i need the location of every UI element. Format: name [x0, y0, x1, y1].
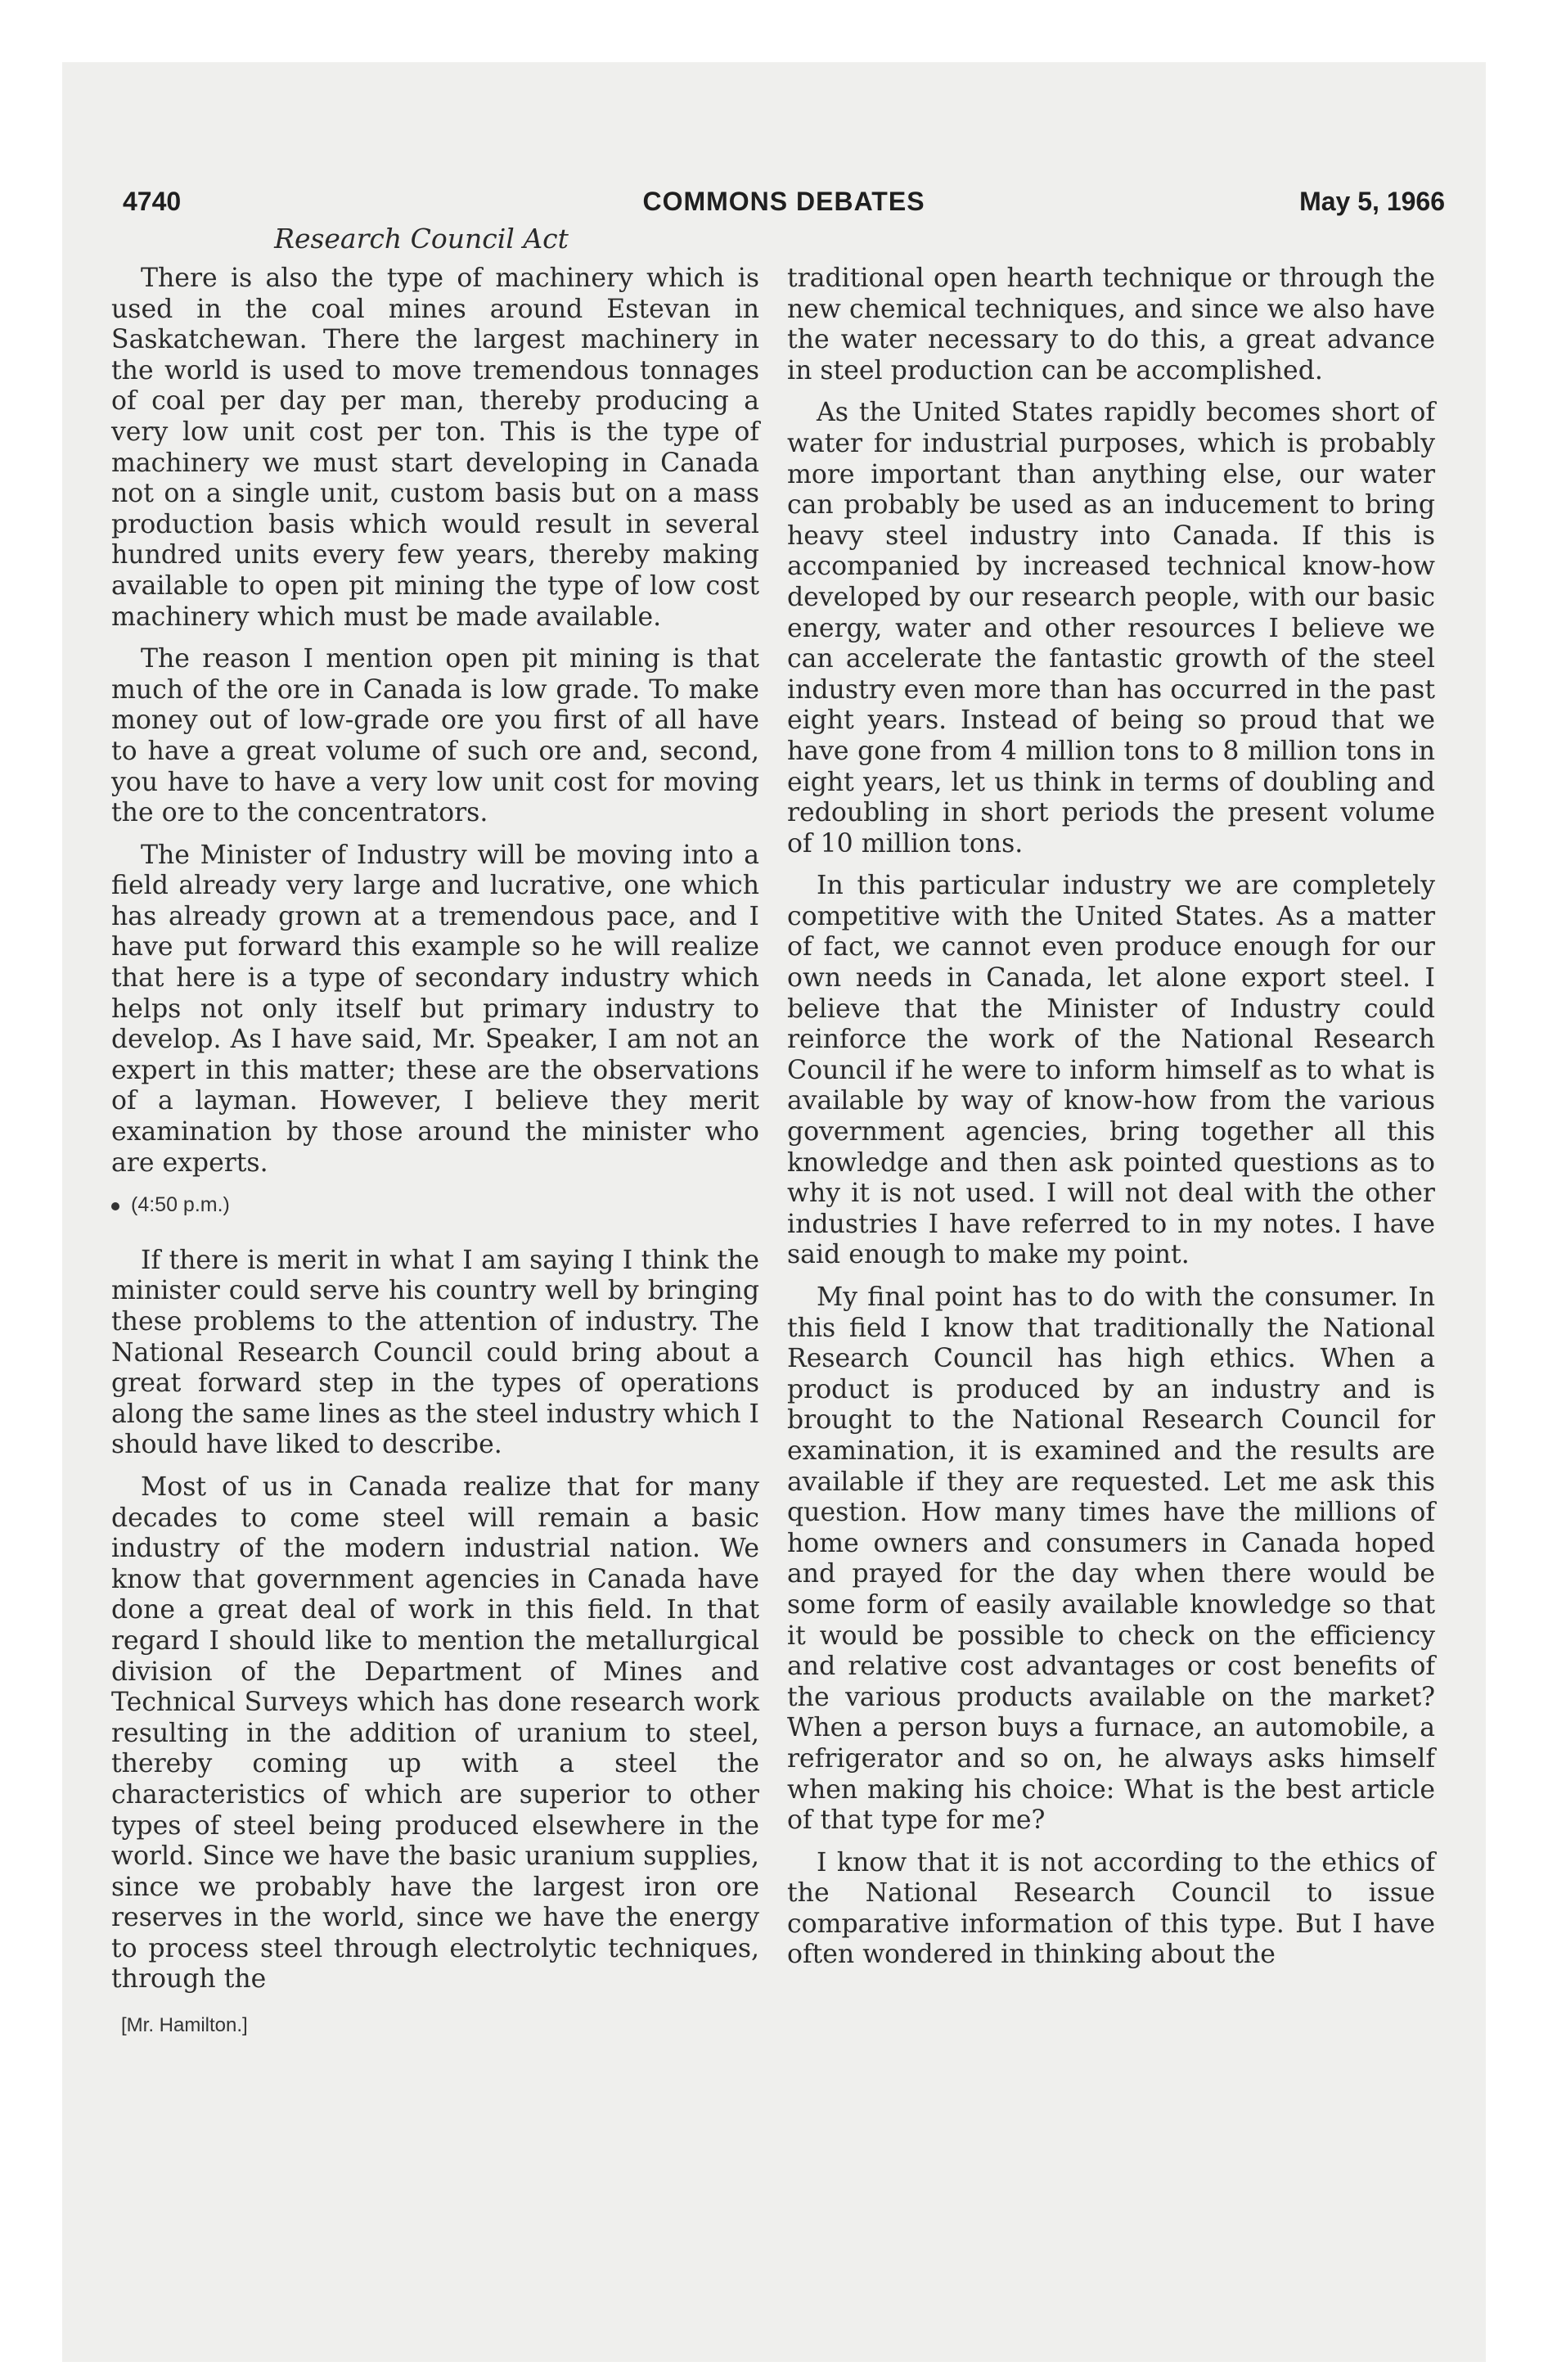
paragraph: The Minister of Industry will be moving into a field already very large and lucrative, one which has already grown at a tremendous pace, and I have put forward this example so he will realize that here is a type of secondary industry which helps not only itself but primary industry to develop. As I have said, Mr. Speaker, I am not an expert in this matter; these are the observations of a layman. However, I believe they merit examination by those around the minister who are experts.	[111, 840, 759, 1178]
speaker-signature: [Mr. Hamilton.]	[121, 2014, 248, 2037]
timestamp-text: (4:50 p.m.)	[131, 1193, 230, 1217]
paragraph: As the United States rapidly becomes short of water for industrial purposes, which is probably more important than anything else, our water can probably be used as an inducement to bring heavy steel industry into Canada. If this is accompanied by increased technical know-how developed by our research people, with our basic energy, water and other resources I believe we can accelerate the fantastic growth of the steel industry even more than has occurred in the past eight years. Instead of being so proud that we have gone from 4 million tons to 8 million tons in eight years, let us think in terms of doubling and redoubling in short periods the present volume of 10 million tons.	[787, 398, 1435, 859]
left-column	[111, 264, 759, 2041]
right-column	[787, 264, 1435, 1982]
publication-title: COMMONS DEBATES	[642, 187, 925, 216]
section-title: Research Council Act	[274, 223, 569, 255]
timestamp	[111, 1190, 759, 1221]
paragraph: If there is merit in what I am saying I think the minister could serve his country well by bringing these problems to the attention of industry. The National Research Council could bring about a great forward step in the types of operations along the same lines as the steel industry which I should have liked to describe.	[111, 1245, 759, 1460]
paragraph: My final point has to do with the consumer. In this field I know that traditionally the National Research Council has high ethics. When a product is produced by an industry and is brought to the National Research Council for examination, it is examined and the results are available if they are requested. Let me ask this question. How many times have the millions of home owners and consumers in Canada hoped and prayed for the day when there would be some form of easily available knowledge so that it would be possible to check on the efficiency and relative cost advantages or cost benefits of the various products available on the market? When a person buys a furnace, an automobile, a refrigerator and so on, he always asks himself when making his choice: What is the best article of that type for me?	[787, 1282, 1435, 1836]
paragraph: In this particular industry we are completely competitive with the United States. As a matter of fact, we cannot even produce enough for our own needs in Canada, let alone export steel. I believe that the Minister of Industry could reinforce the work of the National Research Council if he were to inform himself as to what is available by way of know-how from the various government agencies, bring together all this knowledge and then ask pointed questions as to why it is not used. I will not deal with the other industries I have referred to in my notes. I have said enough to make my point.	[787, 871, 1435, 1270]
paragraph: The reason I mention open pit mining is that much of the ore in Canada is low grade. To make money out of low-grade ore you first of all have to have a great volume of such ore and, second, you have to have a very low unit cost for moving the ore to the concentrators.	[111, 644, 759, 828]
paragraph: There is also the type of machinery which is used in the coal mines around Estevan in Saskatchewan. There the largest machinery in the world is used to move tremendous tonnages of coal per day per man, thereby producing a very low unit cost per ton. This is the type of machinery we must start developing in Canada not on a single unit, custom basis but on a mass production basis which would result in several hundred units every few years, thereby making available to open pit mining the type of low cost machinery which must be made available.	[111, 264, 759, 632]
paragraph: Most of us in Canada realize that for many decades to come steel will remain a basic industry of the modern industrial nation. We know that government agencies in Canada have done a great deal of work in this field. In that regard I should like to mention the metallurgical division of the Department of Mines and Technical Surveys which has done research work resulting in the addition of uranium to steel, thereby coming up with a steel the characteristics of which are superior to other types of steel being produced elsewhere in the world. Since we have the basic uranium supplies, since we probably have the largest iron ore reserves in the world, since we have the energy to process steel through electrolytic techniques, through the	[111, 1472, 759, 1995]
page-number: 4740	[123, 187, 182, 216]
page-date: May 5, 1966	[1299, 187, 1445, 216]
paragraph: I know that it is not according to the ethics of the National Research Council to issue comparative information of this type. But I have often wondered in thinking about the	[787, 1847, 1435, 1970]
bullet-icon	[111, 1202, 119, 1210]
paragraph-continuation: traditional open hearth technique or through the new chemical techniques, and since we also have the water necessary to do this, a great advance in steel production can be accomplished.	[787, 264, 1435, 385]
